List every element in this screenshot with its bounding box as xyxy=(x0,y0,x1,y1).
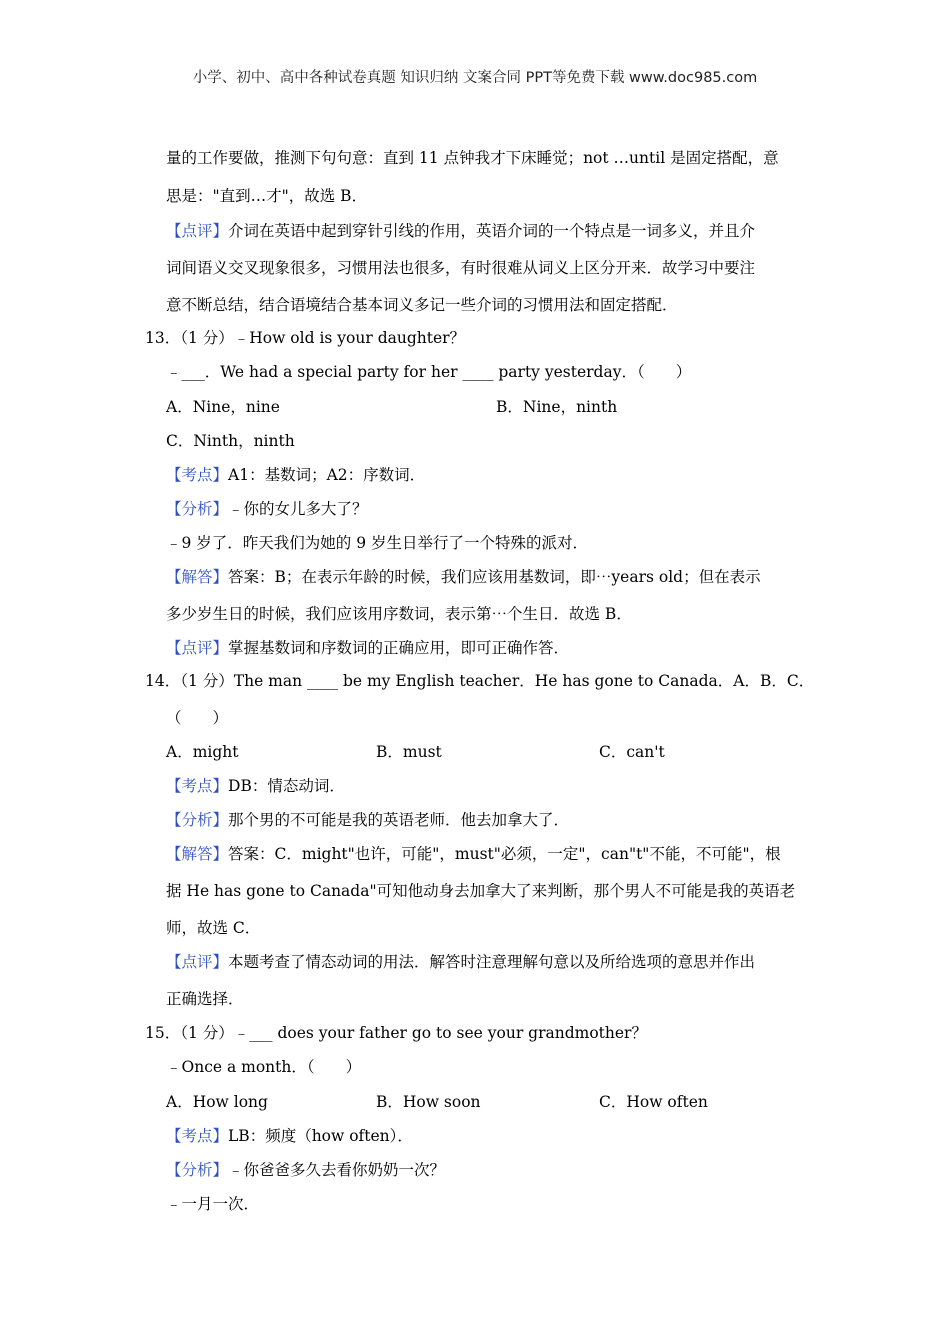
question-15-stem-2: ﹣Once a month．（ ） xyxy=(166,1058,362,1076)
page-header: 小学、初中、高中各种试卷真题 知识归纳 文案合同 PPT等免费下载 www.doc985.com xyxy=(192,70,758,86)
question-15-option-c: C．How often xyxy=(599,1093,708,1111)
comment-line: 意不断总结，结合语境结合基本词义多记一些介词的习惯用法和固定搭配． xyxy=(166,296,678,314)
question-15-kaodian xyxy=(166,1126,413,1146)
question-13-option-a: A．Nine，nine xyxy=(166,398,280,416)
explanation-line: 思是："直到…才"，故选 B． xyxy=(166,187,368,205)
question-14-option-b: B．must xyxy=(376,743,442,761)
question-14-stem-2: （ ） xyxy=(166,709,229,727)
question-13-kaodian xyxy=(166,465,425,485)
question-15-option-b: B．How soon xyxy=(376,1093,481,1111)
question-15-stem: 15．（1 分）﹣___ does your father go to see your grandmother？ xyxy=(145,1024,647,1042)
kaodian-tag: 【考点】 xyxy=(166,777,229,795)
comment-tag: 【点评】 xyxy=(166,222,229,240)
comment-line: 词间语义交叉现象很多，习惯用法也很多，有时很难从词义上区分开来．故学习中要注 xyxy=(166,259,756,277)
dianping-text: 本题考查了情态动词的用法．解答时注意理解句意以及所给选项的意思并作出 xyxy=(228,953,756,971)
kaodian-text: DB：情态动词． xyxy=(228,777,345,795)
question-13-fenxi xyxy=(166,499,368,519)
question-13-fenxi-2: ﹣9 岁了．昨天我们为她的 9 岁生日举行了一个特殊的派对． xyxy=(166,534,589,552)
question-13-stem: 13．（1 分）﹣How old is your daughter？ xyxy=(145,329,466,347)
question-13-option-c: C．Ninth，ninth xyxy=(166,432,295,450)
question-13-jieda-2: 多少岁生日的时候，我们应该用序数词，表示第⋯个生日．故选 B． xyxy=(166,605,632,623)
question-14-dianping-2: 正确选择． xyxy=(166,990,244,1008)
jieda-text: 答案：C．might"也许，可能"，must"必须，一定"，can"t"不能，不可能"，根 xyxy=(228,845,781,863)
explanation-line: 量的工作要做，推测下句句意：直到 11 点钟我才下床睡觉；not …until 是固定搭配，意 xyxy=(166,149,779,167)
question-14-jieda xyxy=(166,844,781,864)
dianping-tag: 【点评】 xyxy=(166,953,229,971)
dianping-text: 掌握基数词和序数词的正确应用，即可正确作答． xyxy=(228,639,570,657)
comment-text: 介词在英语中起到穿针引线的作用，英语介词的一个特点是一词多义，并且介 xyxy=(228,222,756,240)
question-14-kaodian xyxy=(166,776,345,796)
question-13-option-b: B．Nine，ninth xyxy=(496,398,618,416)
kaodian-text: A1：基数词；A2：序数词． xyxy=(228,466,426,484)
fenxi-tag: 【分析】 xyxy=(166,1161,229,1179)
question-13-stem-2: ﹣___．We had a special party for her ____ party yesterday．（ ） xyxy=(166,363,692,381)
dianping-tag: 【点评】 xyxy=(166,639,229,657)
question-14-dianping xyxy=(166,952,755,972)
question-14-jieda-3: 师，故选 C． xyxy=(166,919,261,937)
question-15-option-a: A．How long xyxy=(166,1093,268,1111)
jieda-tag: 【解答】 xyxy=(166,845,229,863)
question-15-fenxi xyxy=(166,1160,445,1180)
fenxi-text: ﹣你爸爸多久去看你奶奶一次？ xyxy=(228,1161,446,1179)
question-13-jieda xyxy=(166,567,761,587)
question-14-option-c: C．can't xyxy=(599,743,665,761)
question-13-dianping xyxy=(166,638,569,658)
fenxi-tag: 【分析】 xyxy=(166,500,229,518)
comment-line xyxy=(166,221,755,241)
question-15-fenxi-2: ﹣一月一次． xyxy=(166,1195,260,1213)
jieda-text: 答案：B；在表示年龄的时候，我们应该用基数词，即⋯years old；但在表示 xyxy=(228,568,761,586)
jieda-tag: 【解答】 xyxy=(166,568,229,586)
kaodian-tag: 【考点】 xyxy=(166,466,229,484)
fenxi-text: 那个男的不可能是我的英语老师．他去加拿大了． xyxy=(228,811,570,829)
question-14-stem: 14．（1 分）The man ____ be my English teacher．He has gone to Canada．A．B．C． xyxy=(145,672,815,690)
fenxi-text: ﹣你的女儿多大了？ xyxy=(228,500,368,518)
question-14-jieda-2: 据 He has gone to Canada"可知他动身去加拿大了来判断，那个男人不可能是我的英语老 xyxy=(166,882,796,900)
fenxi-tag: 【分析】 xyxy=(166,811,229,829)
kaodian-text: LB：频度（how often）． xyxy=(228,1127,413,1145)
kaodian-tag: 【考点】 xyxy=(166,1127,229,1145)
question-14-fenxi xyxy=(166,810,569,830)
question-14-option-a: A．might xyxy=(166,743,239,761)
